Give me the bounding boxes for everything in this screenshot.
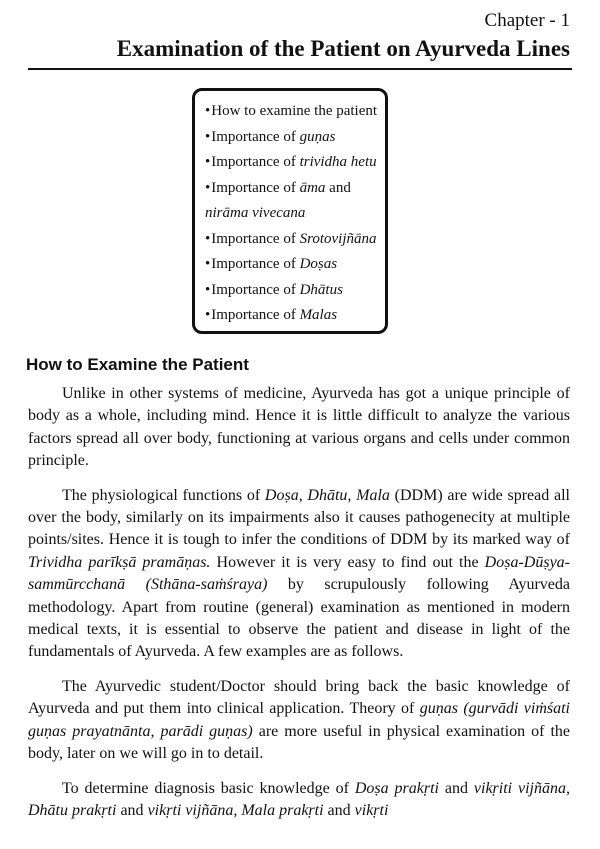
page-title: Examination of the Patient on Ayurveda Lines: [116, 36, 570, 61]
bullet-icon: •: [205, 281, 211, 298]
bullet-icon: •: [205, 128, 211, 145]
paragraph: To determine diagnosis basic knowledge of Doṣa prakṛti and vikṛiti vijñāna, Dhātu prakṛti and vikṛti vijñāna, Mala prakṛti and vikṛti: [28, 779, 570, 819]
contents-item: •Importance of Dhātus: [205, 281, 343, 298]
bullet-icon: •: [205, 256, 211, 272]
bullet-icon: •: [205, 179, 211, 196]
bullet-icon: •: [205, 103, 211, 119]
bullet-icon: •: [205, 154, 211, 170]
section-heading: How to Examine the Patient: [26, 355, 249, 374]
title-divider: [28, 68, 572, 70]
paragraph: Unlike in other systems of medicine, Ayurveda has got a unique principle of body as a whole, including mind. Hence it is little difficult to analyze the various factors spread all over body, functioning at various organs and cells under common principle.: [28, 385, 570, 470]
body-text: [28, 383, 570, 834]
contents-item: •Importance of Srotovijñāna: [205, 230, 377, 247]
contents-box: [192, 88, 388, 334]
bullet-icon: •: [205, 230, 211, 247]
paragraph: The Ayurvedic student/Doctor should bring back the basic knowledge of Ayurveda and put them into clinical application. Theory of guṇas (gurvādi viṁśati guṇas prayatnānta, parādi guṇas) are more useful in physical examination of the body, later on we will go in to detail.: [28, 677, 571, 763]
contents-item: •Importance of āma and: [205, 179, 351, 196]
contents-item: •Importance of guṇas: [205, 128, 336, 145]
contents-item: •Importance of trividha hetu: [205, 154, 377, 170]
contents-item: •Importance of Doṣas: [205, 256, 338, 272]
chapter-label: Chapter - 1: [484, 10, 570, 31]
paragraph: The physiological functions of Doṣa, Dhātu, Mala (DDM) are wide spread all over the body, similarly on its impairments also it causes pathogenecity at multiple points/sites. Hence it is tough to infer the conditions of DDM by its marked way of Trividha parīkṣā pramāṇas. However it is very easy to find out the Doṣa-Dūṣya-sammūrcchanā (Sthāna-saṁśraya) by scrupulously following Ayurveda methodology. Apart from routine (general) examination as mentioned in modern medical texts, it is essential to observe the patient and disease in light of the fundamentals of Ayurveda. A few examples are as follows.: [28, 486, 570, 661]
contents-item-continuation: nirāma vivecana: [205, 205, 306, 221]
contents-item: •Importance of Malas: [205, 307, 338, 323]
bullet-icon: •: [205, 307, 211, 323]
contents-item: •How to examine the patient: [205, 103, 378, 119]
